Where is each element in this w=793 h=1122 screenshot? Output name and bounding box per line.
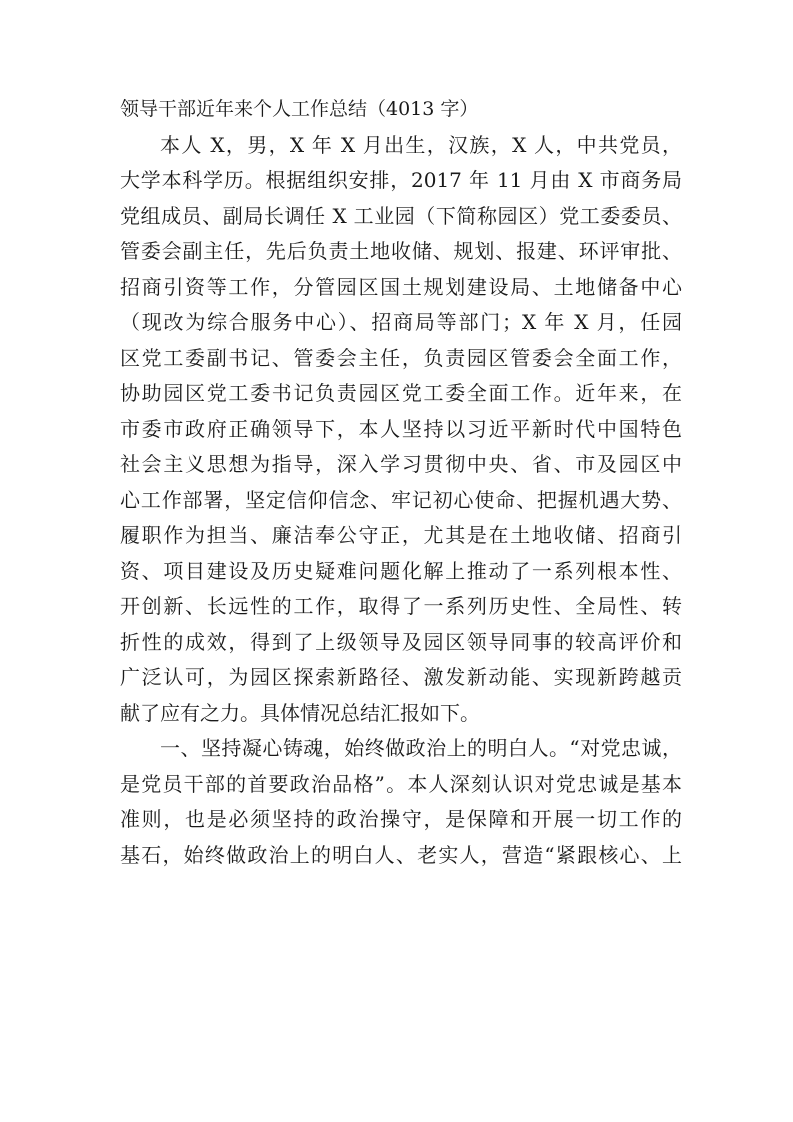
text-line: 履职作为担当、廉洁奉公守正，尤其是在土地收储、招商引	[120, 523, 682, 547]
text-line: 区党工委副书记、管委会主任，负责园区管委会全面工作，	[120, 345, 682, 370]
text-line: 基石，始终做政治上的明白人、老实人，营造“紧跟核心、上	[120, 842, 682, 867]
text-line: 准则，也是必须坚持的政治操守，是保障和开展一切工作的	[120, 807, 682, 831]
text-line: 资、项目建设及历史疑难问题化解上推动了一系列根本性、	[120, 558, 682, 583]
text-line: 心工作部署，坚定信仰信念、牢记初心使命、把握机遇大势、	[120, 487, 682, 512]
text-line: 协助园区党工委书记负责园区党工委全面工作。近年来，在	[120, 381, 682, 405]
text-line: （现改为综合服务中心）、招商局等部门；X 年 X 月，任园	[120, 310, 682, 334]
text-line: 是党员干部的首要政治品格”。本人深刻认识对党忠诚是基本	[120, 771, 682, 796]
paragraph-intro	[120, 128, 682, 732]
text-line: 本人 X，男，X 年 X 月出生，汉族，X 人，中共党员，	[160, 132, 682, 157]
text-line: 大学本科学历。根据组织安排，2017 年 11 月由 X 市商务局	[120, 168, 682, 192]
text-line: 社会主义思想为指导，深入学习贯彻中央、省、市及园区中	[120, 452, 682, 476]
text-line: 党组成员、副局长调任 X 工业园（下简称园区）党工委委员、	[120, 203, 682, 228]
text-line: 广泛认可，为园区探索新路径、激发新动能、实现新跨越贡	[120, 665, 682, 689]
text-line: 招商引资等工作，分管园区国土规划建设局、土地储备中心	[120, 274, 682, 299]
text-line: 管委会副主任，先后负责土地收储、规划、报建、环评审批、	[120, 239, 682, 263]
document-body	[120, 92, 682, 873]
text-line: 市委市政府正确领导下，本人坚持以习近平新时代中国特色	[120, 416, 682, 441]
paragraph-section-one	[120, 731, 682, 873]
text-line: 一、坚持凝心铸魂，始终做政治上的明白人。“对党忠诚，	[160, 736, 682, 760]
text-line: 折性的成效，得到了上级领导及园区领导同事的较高评价和	[120, 629, 682, 654]
text-line: 献了应有之力。具体情况总结汇报如下。	[120, 700, 480, 725]
document-title: 领导干部近年来个人工作总结（4013 字）	[120, 98, 479, 120]
text-line: 开创新、长远性的工作，取得了一系列历史性、全局性、转	[120, 594, 682, 618]
